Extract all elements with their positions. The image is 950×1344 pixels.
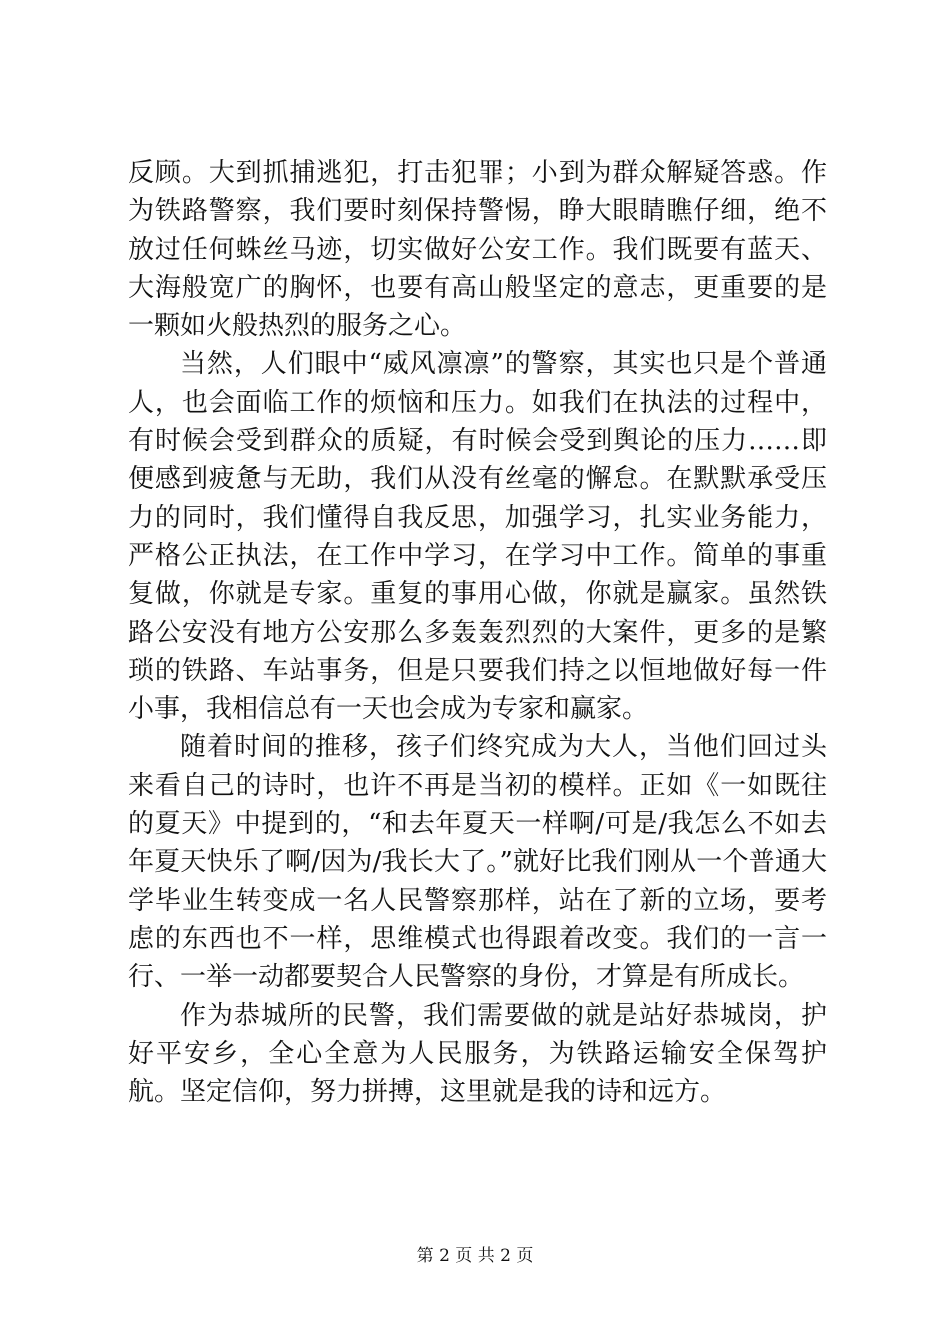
paragraph: 作为恭城所的民警，我们需要做的就是站好恭城岗，护好平安乡，全心全意为人民服务，为铁路运输安全保驾护航。坚定信仰，努力拼搏，这里就是我的诗和远方。 xyxy=(128,1000,827,1108)
paragraph: 当然，人们眼中“威风凛凛”的警察，其实也只是个普通人，也会面临工作的烦恼和压力。如我们在执法的过程中，有时候会受到群众的质疑，有时候会受到舆论的压力……即便感到疲惫与无助，我们从没有丝毫的懈怠。在默默承受压力的同时，我们懂得自我反思，加强学习，扎实业务能力，严格公正执法，在工作中学习，在学习中工作。简单的事重复做，你就是专家。重复的事用心做，你就是赢家。虽然铁路公安没有地方公安那么多轰轰烈烈的大案件，更多的是繁琐的铁路、车站事务，但是只要我们持之以恒地做好每一件小事，我相信总有一天也会成为专家和赢家。 xyxy=(128,349,827,725)
document-body xyxy=(128,154,827,1111)
paragraph: 随着时间的推移，孩子们终究成为大人，当他们回过头来看自己的诗时，也许不再是当初的模样。正如《一如既往的夏天》中提到的，“和去年夏天一样啊/可是/我怎么不如去年夏天快乐了啊/因为/我长大了。”就好比我们刚从一个普通大学毕业生转变成一名人民警察那样，站在了新的立场，要考虑的东西也不一样，思维模式也得跟着改变。我们的一言一行、一举一动都要契合人民警察的身份，才算是有所成长。 xyxy=(128,732,827,993)
paragraph-continuation: 反顾。大到抓捕逃犯，打击犯罪；小到为群众解疑答惑。作为铁路警察，我们要时刻保持警惕，睁大眼睛瞧仔细，绝不放过任何蛛丝马迹，切实做好公安工作。我们既要有蓝天、大海般宽广的胸怀，也要有高山般坚定的意志，更重要的是一颗如火般热烈的服务之心。 xyxy=(128,158,827,342)
page-number-footer: 第 2 页 共 2 页 xyxy=(416,1246,534,1266)
